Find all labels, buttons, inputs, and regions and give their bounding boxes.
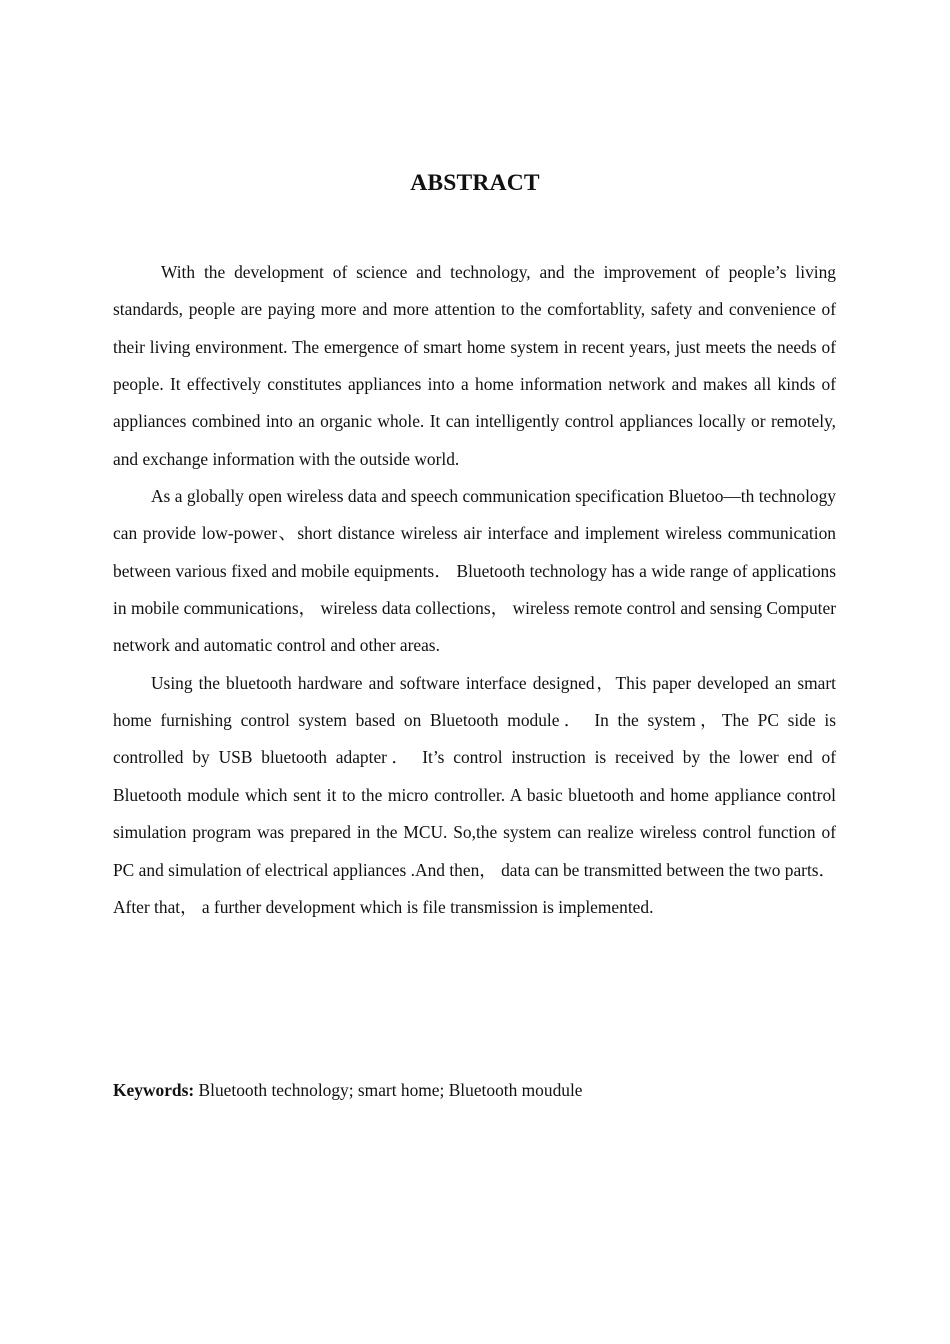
abstract-paragraph-3: Using the bluetooth hardware and software interface designed，This paper developed an smart home furnishing control system based on Bluetooth module． In the system，The PC side is controlled by USB bluetooth adapter． It’s control instruction is received by the lower end of Bluetooth module which sent it to the micro controller. A basic bluetooth and home appliance control simulation program was prepared in the MCU. So,the system can realize wireless control function of PC and simulation of electrical appliances .And then， data can be transmitted between the two parts． After that， a further development which is file transmission is implemented. [113, 672, 836, 917]
abstract-paragraph-2: As a globally open wireless data and speech communication specification Bluetoo—th technology can provide low-power、short distance wireless air interface and implement wireless communication between various fixed and mobile equipments． Bluetooth technology has a wide range of applications in mobile communications， wireless data collections， wireless remote control and sensing Computer network and automatic control and other areas. [113, 486, 836, 656]
keywords-label: Keywords: [113, 1080, 195, 1100]
page-title: ABSTRACT [410, 170, 540, 196]
abstract-body [113, 254, 836, 926]
abstract-paragraph-1: With the development of science and technology, and the improvement of people’s living standards, people are paying more and more attention to the comfortablity, safety and convenience of their living environment. The emergence of smart home system in recent years, just meets the needs of people. It effectively constitutes appliances into a home information network and makes all kinds of appliances combined into an organic whole. It can intelligently control appliances locally or remotely, and exchange information with the outside world. [113, 262, 836, 469]
keywords-text: Bluetooth technology; smart home; Bluetooth moudule [198, 1080, 583, 1100]
keywords-line [113, 1073, 836, 1107]
